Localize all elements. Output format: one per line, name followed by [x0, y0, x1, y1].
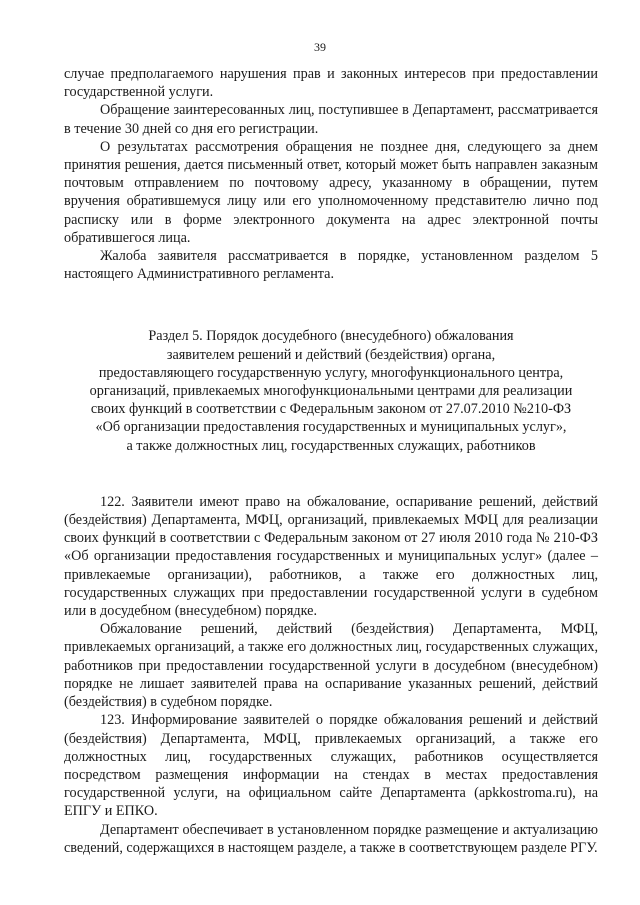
- paragraph: случае предполагаемого нарушения прав и законных интересов при предоставлении государственной услуги.: [64, 66, 598, 101]
- section-title-line: своих функций в соответствии с Федеральным законом от 27.07.2010 №210-ФЗ: [90, 401, 572, 418]
- section-title-line: организаций, привлекаемых многофункциональными центрами для реализации: [89, 383, 573, 400]
- page-number: 39: [314, 40, 326, 54]
- paragraph: Обжалование решений, действий (бездействия) Департамента, МФЦ, привлекаемых организаций, а также его должностных лиц, государственных служащих, работников при предоставлении государственной услуги в досудебном (внесудебном) порядке не лишает заявителей права на оспаривание указанных решений, действий (бездействия) в судебном порядке.: [64, 621, 598, 711]
- section-title-line: Раздел 5. Порядок досудебного (внесудебного) обжалования: [148, 328, 514, 345]
- section-title-line: «Об организации предоставления государственных и муниципальных услуг»,: [95, 419, 567, 436]
- section-title-line: предоставляющего государственную услугу, многофункционального центра,: [98, 364, 564, 381]
- paragraph-123: 123. Информирование заявителей о порядке обжалования решений и действий (бездействия) Департамента, МФЦ, привлекаемых организаций, а также его должностных лиц, государственных служащих, работников осуществляется посредством размещения информации на стендах в местах предоставления государственной услуги, на официальном сайте Департамента (apkkostroma.ru), на ЕПГУ и ЕПКО.: [64, 712, 598, 820]
- paragraph: Департамент обеспечивает в установленном порядке размещение и актуализацию сведений, содержащихся в настоящем разделе, а также в соответствующем разделе РГУ.: [64, 821, 598, 856]
- section-title-line: заявителем решений и действий (бездействия) органа,: [166, 346, 496, 363]
- paragraph-122: 122. Заявители имеют право на обжалование, оспаривание решений, действий (бездействия) Департамента, МФЦ, организаций, привлекаемых МФЦ для реализации своих функций в соответствии с Федеральным законом от 27 июля 2010 года № 210-ФЗ «Об организации предоставления государственных и муниципальных услуг» (далее – привлекаемые организации), работников, а также его должностных лиц, государственных служащих при предоставлении государственной услуги в судебном или в досудебном (внесудебном) порядке.: [64, 493, 598, 620]
- paragraph: Жалоба заявителя рассматривается в порядке, установленном разделом 5 настоящего Административного регламента.: [64, 248, 598, 283]
- paragraph: Обращение заинтересованных лиц, поступившее в Департамент, рассматривается в течение 30 дней со дня его регистрации.: [64, 102, 598, 137]
- document-body: [64, 65, 598, 857]
- paragraph: О результатах рассмотрения обращения не позднее дня, следующего за днем принятия решения, дается письменный ответ, который может быть направлен заказным почтовым отправлением по почтовому адресу, указанному в обращении, путем вручения обратившемуся лицу или его уполномоченному представителю лично под расписку или в форме электронного документа на адрес электронной почты обратившегося лица.: [64, 138, 598, 246]
- section-title-line: а также должностных лиц, государственных служащих, работников: [126, 437, 536, 454]
- section-title: [64, 327, 598, 454]
